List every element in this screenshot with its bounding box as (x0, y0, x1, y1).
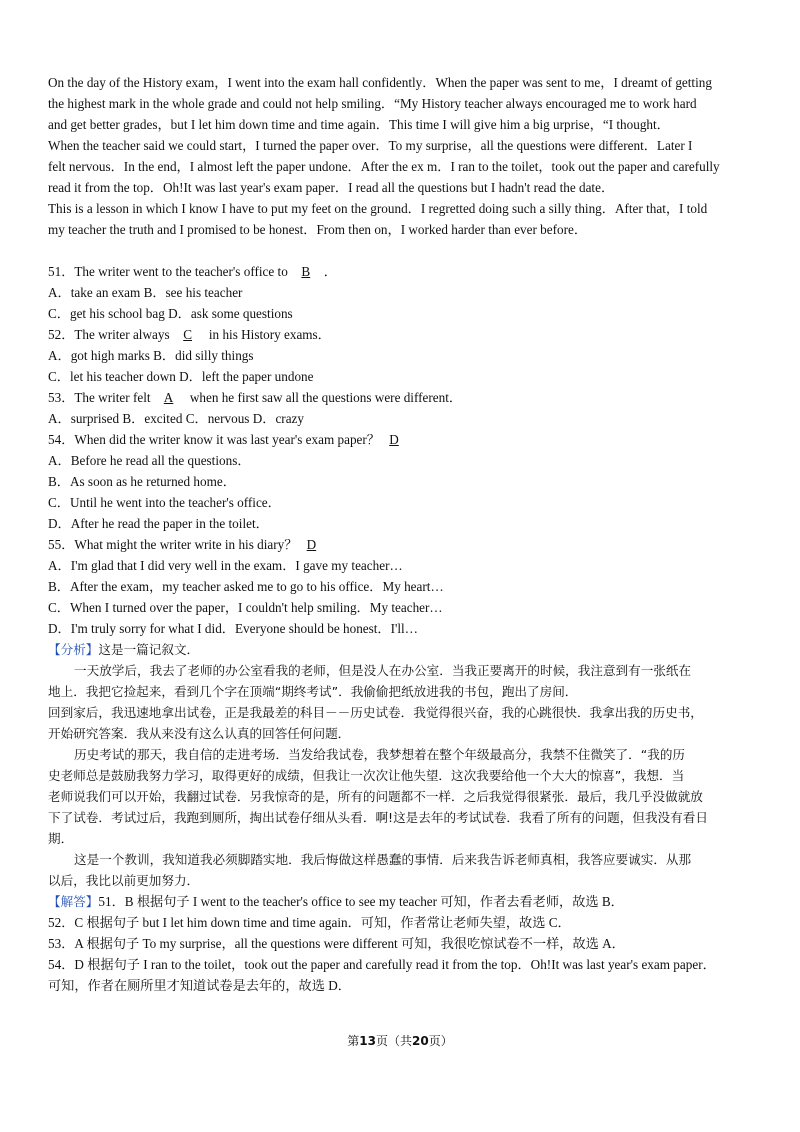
analysis-line: 史老师总是鼓励我努力学习，取得更好的成绩，但我让一次次让他失望．这次我要给他一个大大的惊喜”，我想．当 (48, 768, 685, 783)
document-page (48, 72, 758, 996)
analysis-line: 一天放学后，我去了老师的办公室看我的老师，但是没人在办公室．当我正要离开的时候，我注意到有一张纸在 (74, 663, 692, 678)
passage-line: and get better grades，but I let him down time and time again．This time I will give him a big urprise，“I thought． (48, 117, 670, 132)
analysis-tag: 【分析】 (48, 642, 99, 657)
question-option-row: A．surprised B．excited C．nervous D．crazy (48, 411, 304, 426)
question-option: D．After he read the paper in the toilet． (48, 516, 269, 531)
answer-blank: C (183, 327, 192, 342)
page-total: 20 (412, 1034, 429, 1048)
analysis-heading: 【分析】这是一篇记叙文． (48, 642, 200, 657)
solution-line: 54．D 根据句子 I ran to the toilet，took out the paper and carefully read it from the top．Oh!It was last year's exam paper． (48, 957, 716, 972)
passage-line: felt nervous．In the end，I almost left the paper undone．After the ex m．I ran to the toilet，took out the paper and carefully (48, 159, 720, 174)
analysis-line: 期． (48, 831, 74, 846)
analysis-line: 这是一个教训，我知道我必须脚踏实地．我后悔做这样愚蠢的事情．后来我告诉老师真相，我答应要诚实．从那 (74, 852, 692, 867)
answer-blank: D (389, 432, 399, 447)
page-footer: 第13页（共20页） (347, 1034, 453, 1048)
answer-blank: A (163, 390, 174, 405)
question-option: B．As soon as he returned home． (48, 474, 236, 489)
question-option-row: C．get his school bag D．ask some questions (48, 306, 293, 321)
reading-passage (48, 72, 758, 240)
passage-line: This is a lesson in which I know I have to put my feet on the ground．I regretted doing such a silly thing．After that，I told (48, 201, 708, 216)
question-option: B．After the exam，my teacher asked me to go to his office．My heart… (48, 579, 444, 594)
analysis-line: 历史考试的那天，我自信的走进考场．当发给我试卷，我梦想着在整个年级最高分，我禁不住微笑了．“我的历 (74, 747, 686, 762)
question-option-row: C．let his teacher down D．left the paper undone (48, 369, 314, 384)
analysis-line: 开始研究答案．我从来没有这么认真的回答任何问题． (48, 726, 351, 741)
solution-section (48, 891, 758, 996)
analysis-line: 回到家后，我迅速地拿出试卷，正是我最差的科目－－历史试卷．我觉得很兴奋，我的心跳很快．我拿出我的历史书， (48, 705, 703, 720)
solution-line: 53．A 根据句子 To my surprise，all the questions were different 可知，我很吃惊试卷不一样，故选 A． (48, 936, 625, 951)
question-list (48, 261, 758, 639)
analysis-line: 老师说我们可以开始，我翻过试卷．另我惊奇的是，所有的问题都不一样．之后我觉得很紧张．最后，我几乎没做就放 (48, 789, 703, 804)
analysis-line: 以后，我比以前更加努力． (48, 873, 200, 888)
analysis-line: 下了试卷．考试过后，我跑到厕所，掏出试卷仔细从头看．啊!这是去年的考试试卷．我看了所有的问题，但我没有看日 (48, 810, 708, 825)
question-option: A．Before he read all the questions． (48, 453, 251, 468)
question-option: C．When I turned over the paper，I couldn't help smiling．My teacher… (48, 600, 443, 615)
analysis-line: 地上．我把它捡起来，看到几个字在顶端“期终考试”．我偷偷把纸放进我的书包，跑出了房间． (48, 684, 578, 699)
passage-line: On the day of the History exam，I went into the exam hall confidently．When the paper was sent to me，I dreamt of getting (48, 75, 712, 90)
question-option: A．I'm glad that I did very well in the exam．I gave my teacher… (48, 558, 403, 573)
question-option: D．I'm truly sorry for what I did．Everyone should be honest．I'll… (48, 621, 418, 636)
question-51: 51．The writer went to the teacher's office to B ． (48, 261, 758, 282)
answer-blank: B (301, 264, 311, 279)
solution-tag: 【解答】 (48, 894, 99, 909)
question-option-row: A．got high marks B．did silly things (48, 348, 254, 363)
passage-line: read it from the top．Oh!It was last year's exam paper．I read all the questions but I hadn't read the date． (48, 180, 615, 195)
question-55: 55．What might the writer write in his diary？ D (48, 534, 758, 555)
passage-line: When the teacher said we could start，I turned the paper over．To my surprise，all the questions were different．Later I (48, 138, 693, 153)
page-number: 13 (359, 1034, 376, 1048)
passage-line: my teacher the truth and I promised to be honest．From then on，I worked harder than ever before． (48, 222, 588, 237)
question-option-row: A．take an exam B．see his teacher (48, 285, 243, 300)
solution-line: 52．C 根据句子 but I let him down time and time again．可知，作者常让老师失望，故选 C． (48, 915, 571, 930)
question-54: 54．When did the writer know it was last year's exam paper？ D (48, 429, 758, 450)
passage-line: the highest mark in the whole grade and could not help smiling．“My History teacher always encouraged me to work hard (48, 96, 697, 111)
question-53: 53．The writer felt A when he first saw all the questions were different． (48, 387, 758, 408)
answer-blank: D (306, 537, 317, 552)
question-option: C．Until he went into the teacher's office． (48, 495, 281, 510)
solution-line: 可知，作者在厕所里才知道试卷是去年的，故选 D． (48, 978, 351, 993)
question-52: 52．The writer always C in his History exams． (48, 324, 758, 345)
analysis-section (48, 639, 758, 891)
solution-line: 【解答】51．B 根据句子 I went to the teacher's office to see my teacher 可知，作者去看老师，故选 B． (48, 894, 624, 909)
